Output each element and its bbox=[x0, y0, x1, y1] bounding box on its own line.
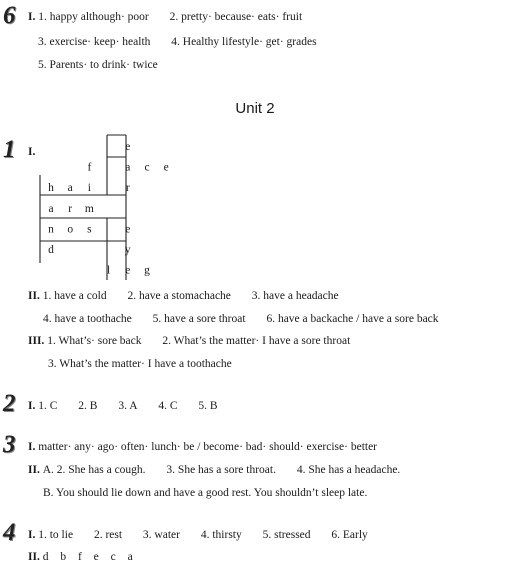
answer-item: 3. She has a sore throat. bbox=[166, 464, 276, 476]
answer-item: 5. B bbox=[198, 400, 218, 412]
answer-item: 4. She has a headache. bbox=[296, 464, 401, 476]
part-number-1: 1 bbox=[3, 136, 16, 163]
answer-item: c bbox=[110, 551, 116, 563]
crossword-letter: c bbox=[144, 161, 150, 174]
answer-item: 1. happy although· poor bbox=[38, 11, 149, 23]
crossword-letter: a bbox=[125, 161, 131, 174]
answer-item: 4. thirsty bbox=[200, 529, 242, 541]
roman-label: II. bbox=[28, 464, 40, 476]
answer-item: 2. What’s the matter· I have a sore throat bbox=[162, 335, 351, 347]
answer-item: 1. to lie bbox=[38, 529, 74, 541]
answer-item: 1. What’s· sore back bbox=[47, 335, 142, 347]
crossword-letter: h bbox=[48, 182, 54, 195]
part4-II-line bbox=[28, 550, 133, 564]
answer-item: 2. have a stomachache bbox=[127, 290, 231, 302]
answer-item: 5. Parents· to drink· twice bbox=[38, 59, 158, 71]
answer-item: 2. B bbox=[78, 400, 98, 412]
crossword-letter: i bbox=[87, 182, 92, 195]
answer-item: 1. have a cold bbox=[42, 290, 107, 302]
crossword-letter: e bbox=[125, 223, 131, 236]
section-number-6: 6 bbox=[3, 2, 16, 29]
answer-item: 3. exercise· keep· health bbox=[38, 36, 151, 48]
part1-III-line1 bbox=[28, 334, 350, 348]
answer-item: 4. have a toothache bbox=[43, 313, 132, 325]
crossword-letter: o bbox=[67, 223, 74, 236]
roman-label: II. bbox=[28, 551, 40, 563]
answer-item: 2. pretty· because· eats· fruit bbox=[169, 11, 303, 23]
answer-item: A. 2. She has a cough. bbox=[42, 464, 146, 476]
answer-item: 5. stressed bbox=[262, 529, 311, 541]
part2-line1 bbox=[28, 399, 218, 413]
part3-II-line bbox=[28, 463, 400, 477]
answer-item: 5. have a sore throat bbox=[152, 313, 246, 325]
answer-item: 3. A bbox=[118, 400, 138, 412]
answer-item: 6. have a backache / have a sore back bbox=[266, 313, 439, 325]
part1-II-line2 bbox=[43, 312, 439, 326]
part4-I-line bbox=[28, 528, 368, 542]
answer-item: e bbox=[93, 551, 99, 563]
crossword-letter: f bbox=[87, 161, 92, 174]
answer-item: b bbox=[60, 551, 67, 563]
part1-III-line2 bbox=[48, 357, 232, 371]
roman-label: III. bbox=[28, 335, 45, 347]
answer-item: 1. C bbox=[38, 400, 58, 412]
part-number-2: 2 bbox=[3, 390, 16, 417]
crossword-letter: m bbox=[84, 202, 94, 215]
part1-II-line1 bbox=[28, 289, 339, 303]
answer-item: matter· any· ago· often· lunch· be / become· bad· should· exercise· better bbox=[38, 441, 378, 453]
roman-label: II. bbox=[28, 290, 40, 302]
roman-label: I. bbox=[28, 529, 36, 541]
answer-item: 4. C bbox=[158, 400, 178, 412]
part-number-3: 3 bbox=[3, 431, 16, 458]
answer-item: a bbox=[127, 551, 133, 563]
answer-item: B. You should lie down and have a good rest. You shouldn’t sleep late. bbox=[43, 487, 368, 499]
crossword-letter: y bbox=[124, 244, 131, 256]
crossword-letter: e bbox=[163, 161, 169, 174]
answer-item: f bbox=[77, 551, 82, 563]
roman-label: I. bbox=[28, 146, 36, 158]
roman-label: I. bbox=[28, 11, 36, 23]
crossword-letter: l bbox=[106, 264, 111, 277]
answer-item: 4. Healthy lifestyle· get· grades bbox=[171, 36, 317, 48]
crossword-letter: s bbox=[87, 223, 92, 236]
crossword-letters bbox=[48, 141, 169, 277]
answer-item: 3. water bbox=[142, 529, 180, 541]
crossword-letter: e bbox=[125, 264, 131, 277]
crossword-letter: a bbox=[67, 182, 73, 195]
answer-item: 2. rest bbox=[93, 529, 123, 541]
roman-label: I. bbox=[28, 441, 36, 453]
answer-item: 6. Early bbox=[331, 529, 368, 541]
part3-B-line bbox=[43, 486, 367, 500]
crossword-letter: d bbox=[48, 244, 54, 256]
unit-title: Unit 2 bbox=[235, 100, 275, 117]
answer-item: 3. have a headache bbox=[251, 290, 339, 302]
answer-item: 3. What’s the matter· I have a toothache bbox=[48, 358, 232, 370]
crossword-letter: a bbox=[48, 202, 54, 215]
crossword-letter: e bbox=[125, 141, 131, 153]
crossword-letter: r bbox=[125, 182, 130, 195]
crossword-letter: g bbox=[144, 264, 150, 277]
part-number-4: 4 bbox=[3, 519, 16, 546]
answer-item: d bbox=[42, 551, 49, 563]
part3-I-line bbox=[28, 440, 377, 454]
crossword-letter: r bbox=[68, 202, 73, 215]
roman-label: I. bbox=[28, 400, 36, 412]
crossword-letter: n bbox=[48, 223, 54, 236]
